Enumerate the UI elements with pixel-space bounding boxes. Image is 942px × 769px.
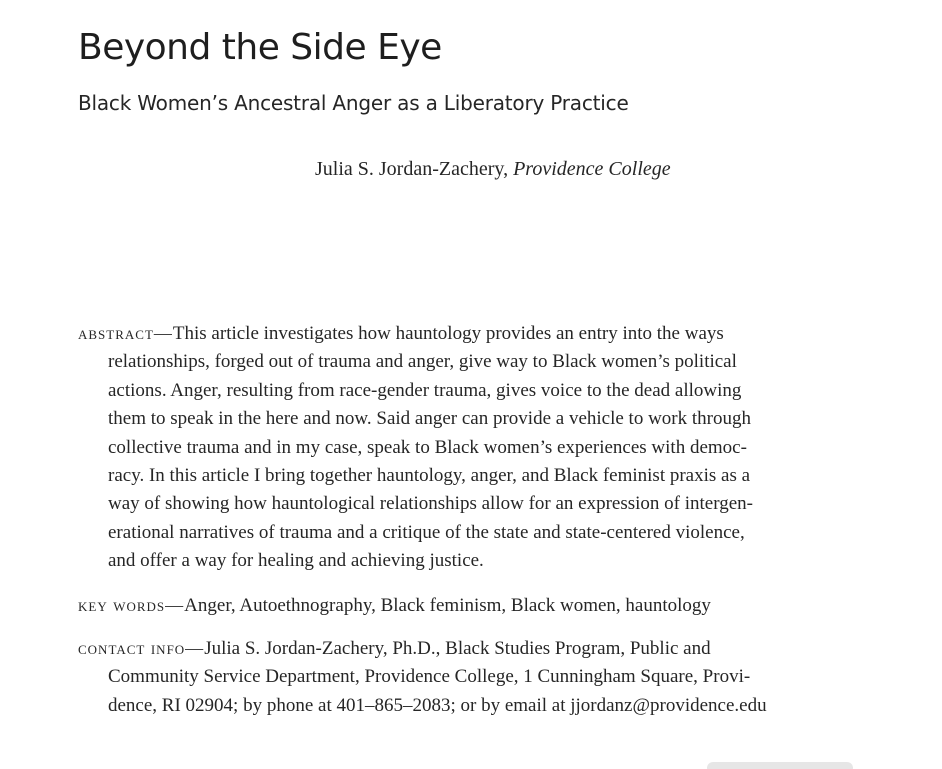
abstract-text-line: collective trauma and in my case, speak to Black women’s experiences with democ- bbox=[108, 436, 747, 458]
contact-first-line bbox=[78, 634, 823, 663]
keywords-text: Anger, Autoethnography, Black feminism, Black women, hauntology bbox=[184, 595, 711, 616]
abstract-text-line: and offer a way for healing and achieving justice. bbox=[108, 550, 484, 572]
abstract-text-line: actions. Anger, resulting from race-gender trauma, gives voice to the dead allowing bbox=[108, 379, 742, 401]
contact-text-line: dence, RI 02904; by phone at 401–865–2083; or by email at jjordanz@providence.edu bbox=[108, 694, 767, 716]
contact-label: contact info— bbox=[78, 638, 205, 658]
article-title: Beyond the Side Eye bbox=[78, 27, 442, 68]
contact-section bbox=[78, 634, 823, 720]
keywords-label: key words— bbox=[78, 595, 185, 615]
abstract-label: abstract— bbox=[78, 323, 173, 343]
contact-text-line: Community Service Department, Providence College, 1 Cunningham Square, Provi- bbox=[108, 666, 751, 688]
abstract-text-line: racy. In this article I bring together hauntology, anger, and Black feminist praxis as a bbox=[108, 465, 751, 487]
scrollbar-thumb[interactable] bbox=[707, 762, 853, 769]
abstract-first-line bbox=[78, 319, 823, 348]
author-affiliation: Providence College bbox=[513, 158, 671, 180]
abstract-text-line: relationships, forged out of trauma and anger, give way to Black women’s political bbox=[108, 351, 737, 373]
abstract-text-line: way of showing how hauntological relationships allow for an expression of intergen- bbox=[108, 493, 753, 515]
author-name: Julia S. Jordan-Zachery, bbox=[315, 158, 509, 180]
keywords-line bbox=[78, 591, 823, 620]
author-byline bbox=[315, 158, 671, 181]
abstract-section bbox=[78, 319, 823, 576]
article-subtitle: Black Women’s Ancestral Anger as a Liberatory Practice bbox=[78, 91, 629, 115]
contact-text-line: Julia S. Jordan-Zachery, Ph.D., Black Studies Program, Public and bbox=[204, 638, 711, 659]
abstract-text-line: them to speak in the here and now. Said anger can provide a vehicle to work through bbox=[108, 408, 751, 430]
abstract-text-line: erational narratives of trauma and a critique of the state and state-centered violence, bbox=[108, 521, 745, 543]
abstract-text-line: This article investigates how hauntology provides an entry into the ways bbox=[172, 323, 724, 344]
keywords-section bbox=[78, 591, 823, 620]
